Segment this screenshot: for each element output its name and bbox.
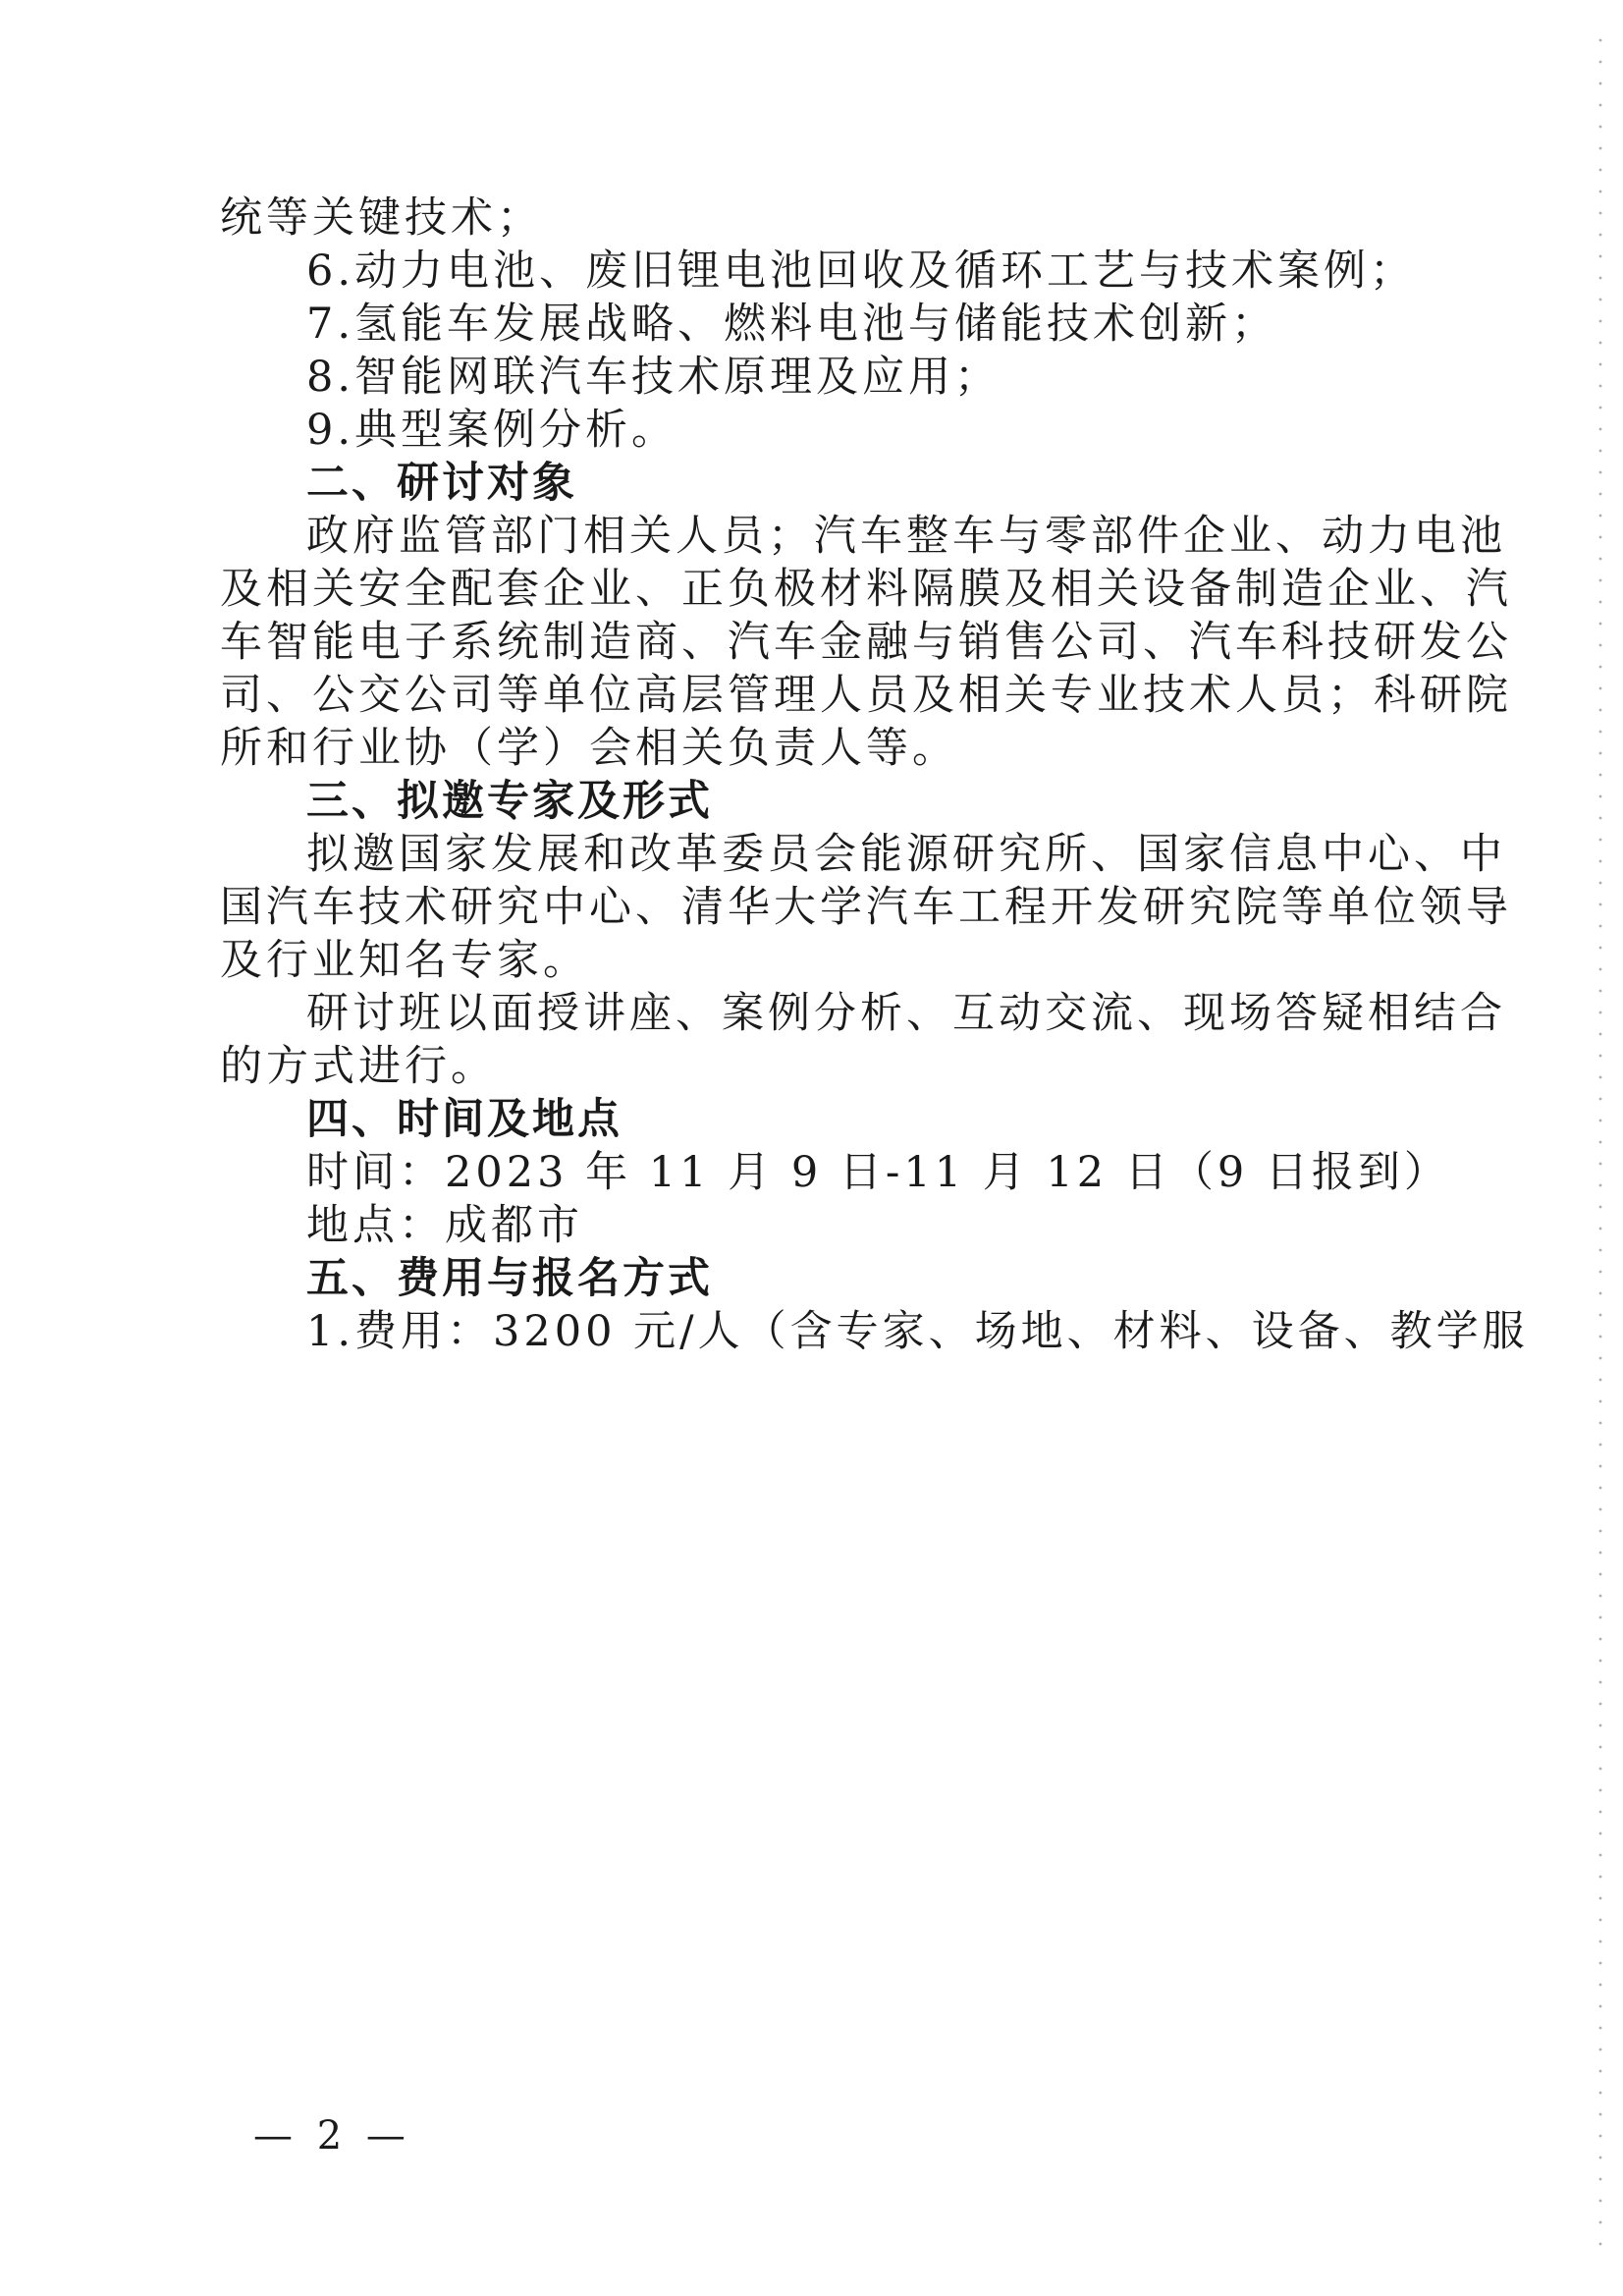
page-number: — 2 — bbox=[253, 2113, 411, 2159]
list-item: 9.典型案例分析。 bbox=[306, 406, 678, 455]
paragraph-line: 国汽车技术研究中心、清华大学汽车工程开发研究院等单位领导 bbox=[220, 883, 1512, 932]
list-item: 6.动力电池、废旧锂电池回收及循环工艺与技术案例； bbox=[306, 246, 1417, 296]
paragraph-line: 政府监管部门相关人员；汽车整车与零部件企业、动力电池 bbox=[306, 512, 1506, 561]
section-heading: 三、拟邀专家及形式 bbox=[306, 777, 713, 826]
section-heading: 二、研讨对象 bbox=[306, 459, 577, 508]
list-item: 7.氢能车发展战略、燃料电池与储能技术创新； bbox=[306, 300, 1278, 349]
paragraph-line: 及相关安全配套企业、正负极材料隔膜及相关设备制造企业、汽 bbox=[220, 565, 1512, 614]
time-line: 时间：2023 年 11 月 9 日-11 月 12 日（9 日报到） bbox=[306, 1148, 1450, 1197]
paragraph-line: 的方式进行。 bbox=[220, 1042, 497, 1091]
paragraph-line: 所和行业协（学）会相关负责人等。 bbox=[220, 724, 958, 773]
paragraph-line: 拟邀国家发展和改革委员会能源研究所、国家信息中心、中 bbox=[306, 830, 1506, 879]
location-line: 地点：成都市 bbox=[306, 1201, 583, 1250]
text-line: 统等关键技术； bbox=[220, 193, 543, 243]
paragraph-line: 车智能电子系统制造商、汽车金融与销售公司、汽车科技研发公 bbox=[220, 618, 1512, 667]
binding-dots bbox=[1596, 29, 1605, 2259]
section-heading: 五、费用与报名方式 bbox=[306, 1254, 713, 1303]
paragraph-line: 研讨班以面授讲座、案例分析、互动交流、现场答疑相结合 bbox=[306, 989, 1506, 1038]
paragraph-line: 及行业知名专家。 bbox=[220, 936, 589, 985]
fee-line: 1.费用：3200 元/人（含专家、场地、材料、设备、教学服 bbox=[306, 1307, 1529, 1356]
section-heading: 四、时间及地点 bbox=[306, 1095, 622, 1144]
paragraph-line: 司、公交公司等单位高层管理人员及相关专业技术人员；科研院 bbox=[220, 671, 1512, 720]
list-item: 8.智能网联汽车技术原理及应用； bbox=[306, 353, 1001, 402]
